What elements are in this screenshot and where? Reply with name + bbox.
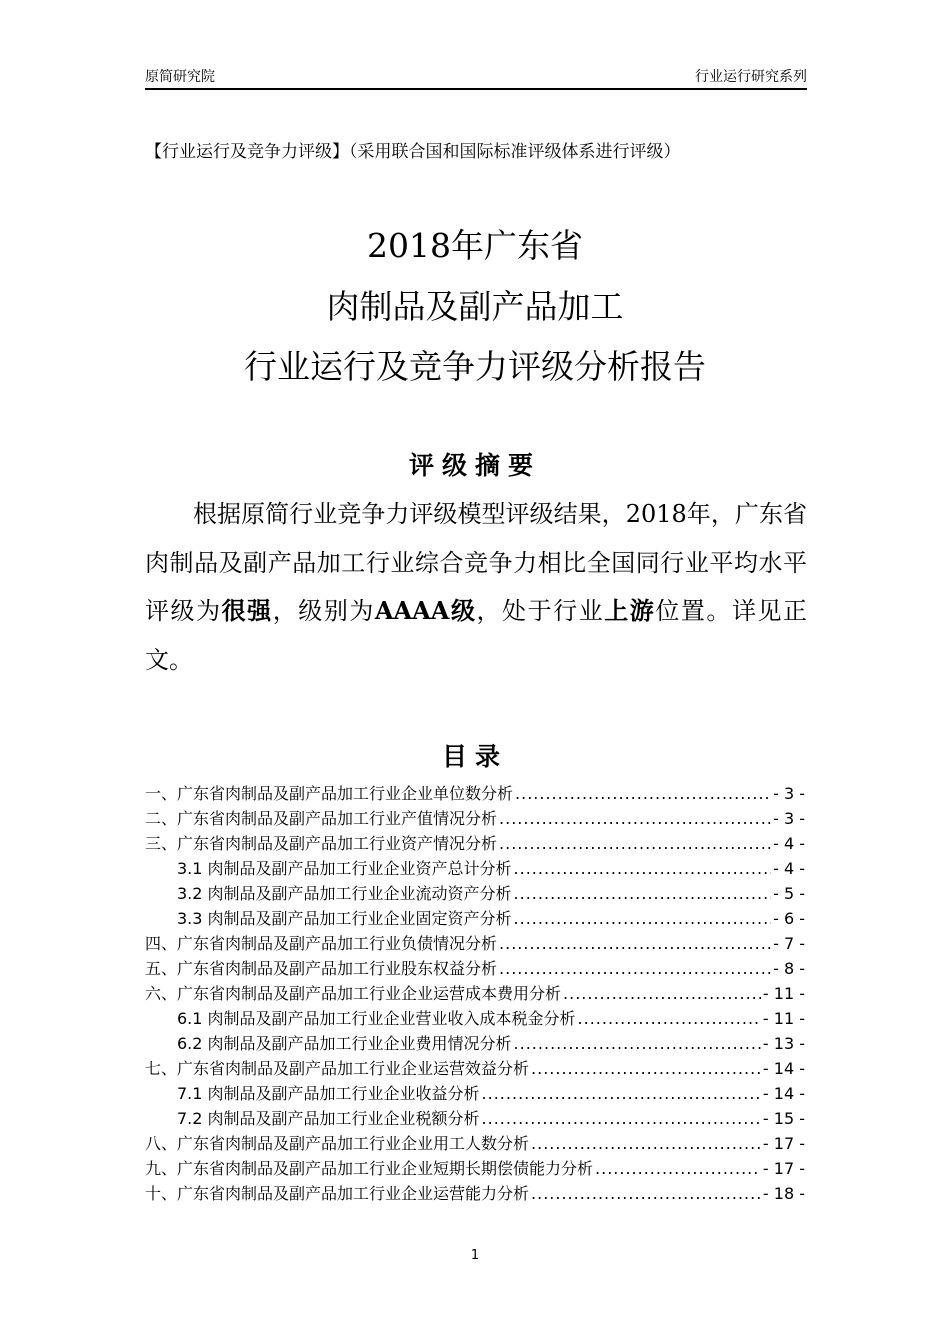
toc-entry-label: 3.1 肉制品及副产品加工行业企业资产总计分析 <box>177 859 512 878</box>
toc-entry[interactable] <box>145 881 805 906</box>
summary-paragraph <box>145 490 807 684</box>
toc-entry[interactable] <box>145 1131 805 1156</box>
toc-entry-page: - 14 - <box>762 1059 805 1078</box>
rating-strength: 很强 <box>221 596 273 625</box>
toc-entry-label: 九、广东省肉制品及副产品加工行业企业短期长期偿债能力分析 <box>145 1159 594 1178</box>
toc-entry-label: 6.1 肉制品及副产品加工行业企业营业收入成本税金分析 <box>177 1009 576 1028</box>
toc-entry-page: - 7 - <box>773 934 805 953</box>
toc-leader <box>499 934 771 953</box>
toc-entry[interactable] <box>145 781 805 806</box>
toc-entry-page: - 4 - <box>773 834 805 853</box>
header-left: 原简研究院 <box>145 69 215 85</box>
title-line-1: 2018年广东省 <box>367 226 583 265</box>
toc-entry[interactable] <box>145 1056 805 1081</box>
toc-entry-page: - 5 - <box>773 884 805 903</box>
toc-entry-label: 7.1 肉制品及副产品加工行业企业收益分析 <box>177 1084 480 1103</box>
toc-entry-page: - 11 - <box>762 984 805 1003</box>
toc-leader <box>482 1109 761 1128</box>
toc-entry[interactable] <box>145 906 805 931</box>
toc-entry[interactable] <box>145 981 805 1006</box>
toc-leader <box>563 984 761 1003</box>
rating-position: 上游 <box>604 596 656 625</box>
toc-entry[interactable] <box>145 1156 805 1181</box>
toc-entry-label: 一、广东省肉制品及副产品加工行业企业单位数分析 <box>145 784 514 803</box>
toc-entry-page: - 3 - <box>773 809 805 828</box>
toc-leader <box>578 1009 761 1028</box>
toc-leader <box>531 1184 761 1203</box>
toc-entry-page: - 4 - <box>773 859 805 878</box>
toc-entry-label: 7.2 肉制品及副产品加工行业企业税额分析 <box>177 1109 480 1128</box>
toc-entry-label: 八、广东省肉制品及副产品加工行业企业用工人数分析 <box>145 1134 530 1153</box>
toc-entry-label: 七、广东省肉制品及副产品加工行业企业运营效益分析 <box>145 1059 530 1078</box>
toc-entry-page: - 18 - <box>762 1184 805 1203</box>
toc-entry-page: - 15 - <box>762 1109 805 1128</box>
toc-leader <box>595 1159 761 1178</box>
page-header <box>145 66 807 90</box>
toc-entry-label: 五、广东省肉制品及副产品加工行业股东权益分析 <box>145 959 498 978</box>
toc-leader <box>515 784 771 803</box>
toc-entry[interactable] <box>145 931 805 956</box>
toc-entry[interactable] <box>145 856 805 881</box>
page-number: 1 <box>470 1248 480 1263</box>
toc-entry-label: 十、广东省肉制品及副产品加工行业企业运营能力分析 <box>145 1184 530 1203</box>
table-of-contents <box>145 781 805 1206</box>
toc-heading: 目录 <box>441 742 508 771</box>
toc-entry-page: - 11 - <box>762 1009 805 1028</box>
toc-entry[interactable] <box>145 956 805 981</box>
toc-leader <box>499 809 771 828</box>
toc-entry-label: 三、广东省肉制品及副产品加工行业资产情况分析 <box>145 834 498 853</box>
toc-leader <box>514 1034 761 1053</box>
summary-text: ，级别为 <box>272 597 375 625</box>
toc-entry[interactable] <box>145 1106 805 1131</box>
toc-entry[interactable] <box>145 806 805 831</box>
toc-leader <box>531 1059 761 1078</box>
toc-entry-page: - 14 - <box>762 1084 805 1103</box>
header-right: 行业运行研究系列 <box>695 69 807 85</box>
toc-entry-label: 四、广东省肉制品及副产品加工行业负债情况分析 <box>145 934 498 953</box>
toc-entry[interactable] <box>145 1081 805 1106</box>
toc-entry-page: - 17 - <box>762 1159 805 1178</box>
toc-entry[interactable] <box>145 1006 805 1031</box>
toc-entry-label: 3.2 肉制品及副产品加工行业企业流动资产分析 <box>177 884 512 903</box>
toc-entry-label: 3.3 肉制品及副产品加工行业企业固定资产分析 <box>177 909 512 928</box>
summary-text: 根据原简行业竞争力评级模型评级结果，2018年，广东省肉制品及副产品加工行业综合竞争力相比全国同行业平均水平评级为 <box>145 500 807 625</box>
toc-entry-page: - 8 - <box>773 959 805 978</box>
toc-entry-page: - 6 - <box>773 909 805 928</box>
toc-entry[interactable] <box>145 831 805 856</box>
toc-entry[interactable] <box>145 1031 805 1056</box>
summary-text: ，处于行业 <box>476 597 605 625</box>
toc-entry-page: - 17 - <box>762 1134 805 1153</box>
toc-entry-label: 六、广东省肉制品及副产品加工行业企业运营成本费用分析 <box>145 984 562 1003</box>
toc-entry-label: 6.2 肉制品及副产品加工行业企业费用情况分析 <box>177 1034 512 1053</box>
rating-grade: AAAA级 <box>374 596 477 625</box>
toc-leader <box>482 1084 761 1103</box>
toc-entry-label: 二、广东省肉制品及副产品加工行业产值情况分析 <box>145 809 498 828</box>
toc-leader <box>514 884 772 903</box>
title-line-3: 行业运行及竞争力评级分析报告 <box>244 347 706 386</box>
summary-heading: 评级摘要 <box>408 451 541 480</box>
toc-leader <box>531 1134 761 1153</box>
toc-leader <box>514 909 772 928</box>
toc-entry-page: - 13 - <box>762 1034 805 1053</box>
toc-entry-page: - 3 - <box>773 784 805 803</box>
toc-leader <box>499 834 771 853</box>
title-line-2: 肉制品及副产品加工 <box>326 287 624 326</box>
summary-text: 位置。详见正文。 <box>145 597 808 674</box>
toc-entry[interactable] <box>145 1181 805 1206</box>
toc-leader <box>499 959 771 978</box>
toc-leader <box>514 859 772 878</box>
tagline: 【行业运行及竞争力评级】（采用联合国和国际标准评级体系进行评级） <box>145 142 681 162</box>
